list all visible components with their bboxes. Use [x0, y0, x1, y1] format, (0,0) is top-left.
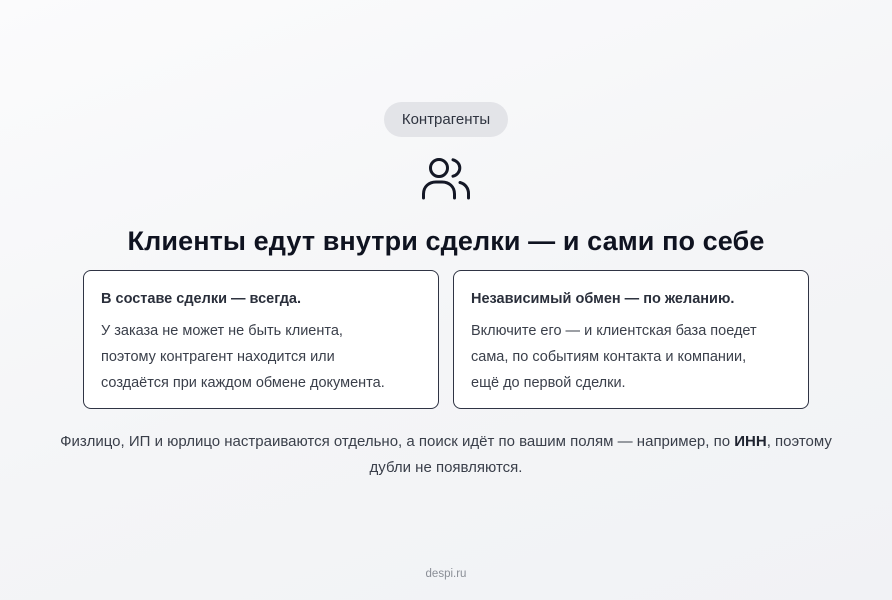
- card-text: [471, 318, 791, 396]
- users-icon: [420, 155, 472, 205]
- description-note: [60, 429, 832, 481]
- exchange-card: [453, 270, 809, 409]
- card-line: сама, по событиям контакта и компании,: [471, 349, 747, 365]
- note-text-end: , поэтому дубли не появляются.: [369, 433, 832, 476]
- note-text: Физлицо, ИП и юрлицо настраиваются отдельно, а поиск идёт по вашим полям — например, по: [60, 433, 731, 450]
- card-line: создаётся при каждом обмене документа.: [101, 375, 385, 391]
- card-line: поэтому контрагент находится или: [101, 349, 335, 365]
- card-line: У заказа не может не быть клиента,: [101, 323, 343, 339]
- card-title: Независимый обмен — по желанию.: [471, 291, 735, 307]
- section-badge: Контрагенты: [384, 102, 508, 137]
- card-line: Включите его — и клиентская база поедет: [471, 323, 757, 339]
- note-highlight: ИНН: [734, 433, 767, 450]
- card-line: ещё до первой сделки.: [471, 375, 626, 391]
- footer-site: despi.ru: [425, 568, 467, 580]
- card-text: [101, 318, 421, 396]
- deal-card: [83, 270, 439, 409]
- page-title: Клиенты едут внутри сделки — и сами по себе: [127, 226, 765, 256]
- card-title: В составе сделки — всегда.: [101, 291, 302, 307]
